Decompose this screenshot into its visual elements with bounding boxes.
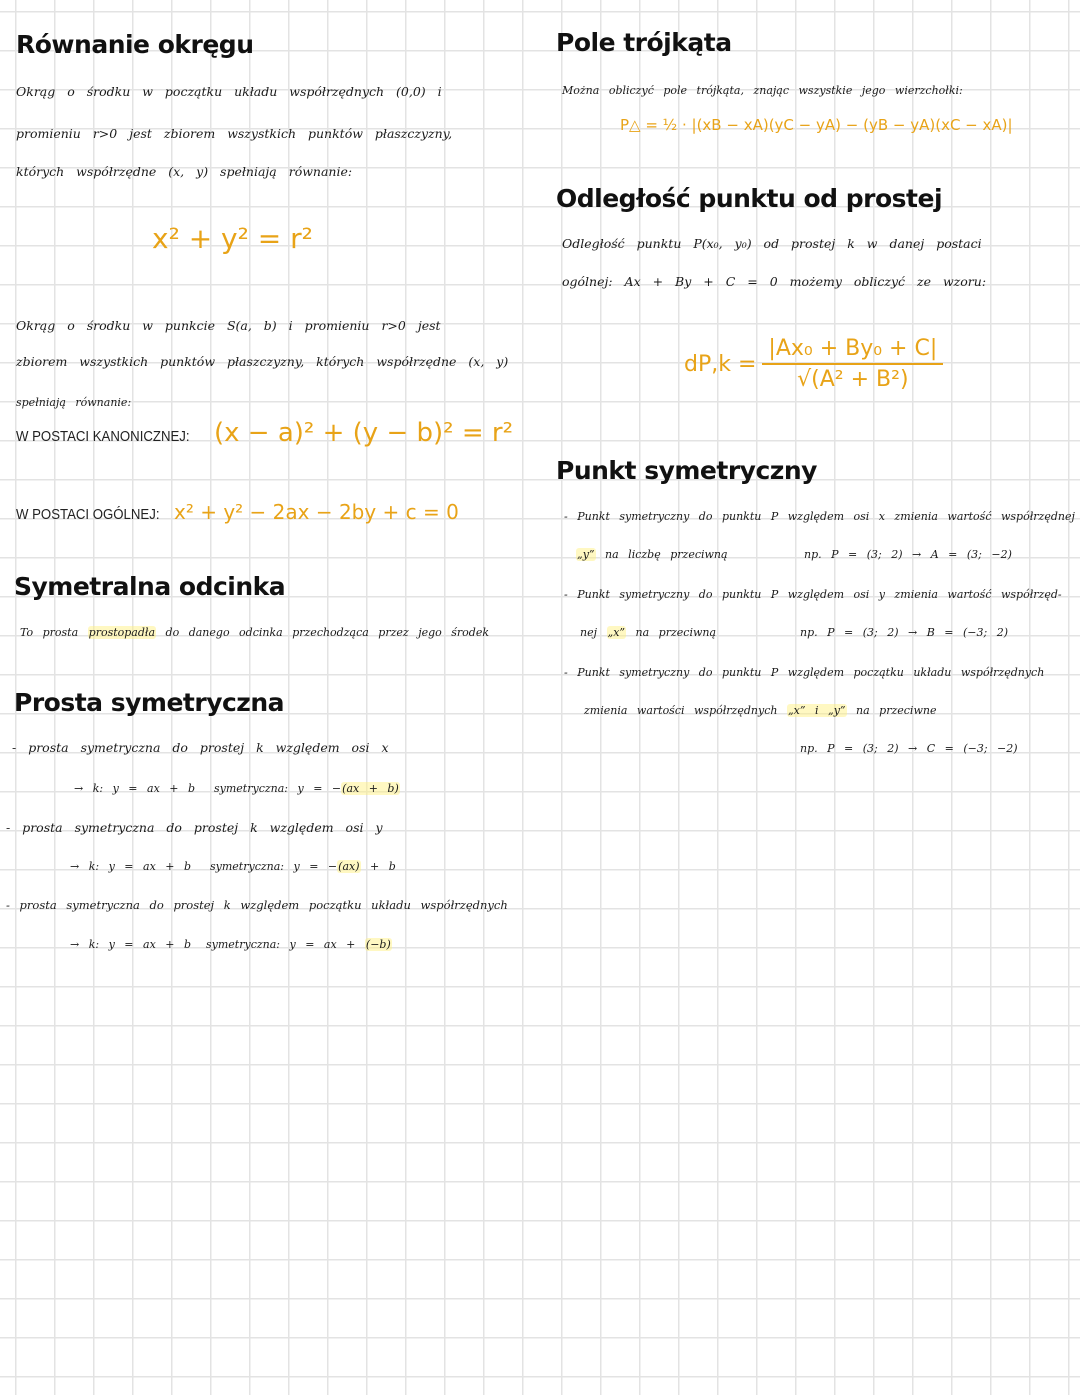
general-form-formula: x² + y² − 2ax − 2by + c = 0	[174, 500, 459, 524]
circle-center-text-line-3: spełniają równanie:	[16, 396, 132, 409]
bisector-highlight-perpendicular: prostopadła	[88, 626, 156, 639]
sym-point-x-example: np. P = (3; 2) → A = (3; −2)	[804, 548, 1012, 561]
sym-line-origin-k: → k: y = ax + b	[70, 938, 192, 951]
sym-point-origin-example: np. P = (3; 2) → C = (−3; −2)	[800, 742, 1018, 755]
sym-highlight: (ax + b)	[342, 782, 399, 795]
circle-center-text-line-2: zbiorem wszystkich punktów płaszczyzny, których współrzędne (x, y)	[16, 354, 509, 369]
sym-highlight: (ax)	[338, 860, 360, 873]
sym-line-x-desc: - prosta symetryczna do prostej k względem osi x	[12, 740, 389, 755]
bisector-text-after: do danego odcinka przechodząca przez jego środek	[165, 626, 490, 639]
sym-pre: y = ax +	[289, 938, 365, 951]
sym-point-origin-line-2	[584, 704, 936, 717]
section-title-triangle-area: Pole trójkąta	[556, 28, 732, 57]
circle-origin-text-line-3: których współrzędne (x, y) spełniają równanie:	[16, 164, 353, 179]
sym-point-y-line-2	[580, 626, 716, 639]
sym-line-origin-desc: - prosta symetryczna do prostej k względem początku układu współrzędnych	[6, 898, 508, 912]
distance-lhs: dP,k =	[684, 351, 757, 377]
sym-label: symetryczna:	[210, 860, 284, 873]
distance-numerator: |Ax₀ + By₀ + C|	[762, 336, 943, 365]
circle-origin-text-line-2: promieniu r>0 jest zbiorem wszystkich punktów płaszczyzny,	[16, 126, 453, 141]
sym-line-y-result	[210, 860, 396, 873]
line2-post: na przeciwne	[846, 704, 937, 717]
triangle-area-text: Można obliczyć pole trójkąta, znając wszystkie jego wierzchołki:	[562, 84, 963, 97]
section-title-symmetric-line: Prosta symetryczna	[14, 688, 285, 717]
line2-highlight: „x” i „y”	[787, 704, 846, 717]
distance-text-line-1: Odległość punktu P(x₀, y₀) od prostej k w danej postaci	[562, 236, 982, 251]
canonical-form-formula: (x − a)² + (y − b)² = r²	[214, 418, 513, 448]
sym-line-origin-result	[206, 938, 392, 951]
sym-pre: y = −	[293, 860, 338, 873]
sym-highlight: (−b)	[365, 938, 391, 951]
line2-post: na liczbę przeciwną	[595, 548, 728, 561]
sym-label: symetryczna:	[214, 782, 288, 795]
triangle-area-formula: P△ = ½ · |(xB − xA)(yC − yA) − (yB − yA)(xC − xA)|	[620, 116, 1013, 134]
general-form-label: W POSTACI OGÓLNEJ:	[16, 506, 160, 523]
sym-label: symetryczna:	[206, 938, 280, 951]
distance-formula	[684, 336, 943, 392]
sym-point-origin-line-1: - Punkt symetryczny do punktu P względem początku układu współrzędnych	[564, 666, 1045, 679]
section-title-point-line-distance: Odległość punktu od prostej	[556, 184, 943, 213]
circle-origin-text-line-1: Okrąg o środku w początku układu współrzędnych (0,0) i	[16, 84, 442, 99]
section-title-circle-equation: Równanie okręgu	[16, 30, 254, 59]
line2-pre: nej	[580, 626, 607, 639]
circle-center-text-line-1: Okrąg o środku w punkcie S(a, b) i promieniu r>0 jest	[16, 318, 441, 333]
line2-pre: zmienia wartości współrzędnych	[584, 704, 787, 717]
sym-point-x-line-2	[576, 548, 728, 561]
bisector-text-before: To prosta	[20, 626, 79, 639]
distance-denominator: √(A² + B²)	[797, 367, 909, 392]
line2-post: na przeciwną	[626, 626, 717, 639]
distance-text-line-2: ogólnej: Ax + By + C = 0 możemy obliczyć ze wzoru:	[562, 274, 987, 289]
section-title-perpendicular-bisector: Symetralna odcinka	[14, 572, 286, 601]
line2-highlight: „x”	[607, 626, 626, 639]
circle-origin-formula: x² + y² = r²	[152, 222, 313, 255]
sym-pre: y = −	[297, 782, 342, 795]
sym-line-y-desc: - prosta symetryczna do prostej k względem osi y	[6, 820, 383, 835]
canonical-form-label: W POSTACI KANONICZNEJ:	[16, 428, 190, 445]
sym-line-x-k: → k: y = ax + b	[74, 782, 196, 795]
sym-point-y-example: np. P = (3; 2) → B = (−3; 2)	[800, 626, 1009, 639]
sym-line-y-k: → k: y = ax + b	[70, 860, 192, 873]
sym-point-x-line-1: - Punkt symetryczny do punktu P względem osi x zmienia wartość współrzędnej	[564, 510, 1075, 523]
section-title-symmetric-point: Punkt symetryczny	[556, 456, 817, 485]
sym-point-y-line-1: - Punkt symetryczny do punktu P względem osi y zmienia wartość współrzęd-	[564, 588, 1062, 601]
bisector-definition	[20, 626, 489, 639]
line2-highlight: „y”	[577, 548, 595, 561]
sym-line-x-result	[214, 782, 400, 795]
distance-fraction	[762, 336, 943, 392]
sym-post: + b	[360, 860, 396, 873]
